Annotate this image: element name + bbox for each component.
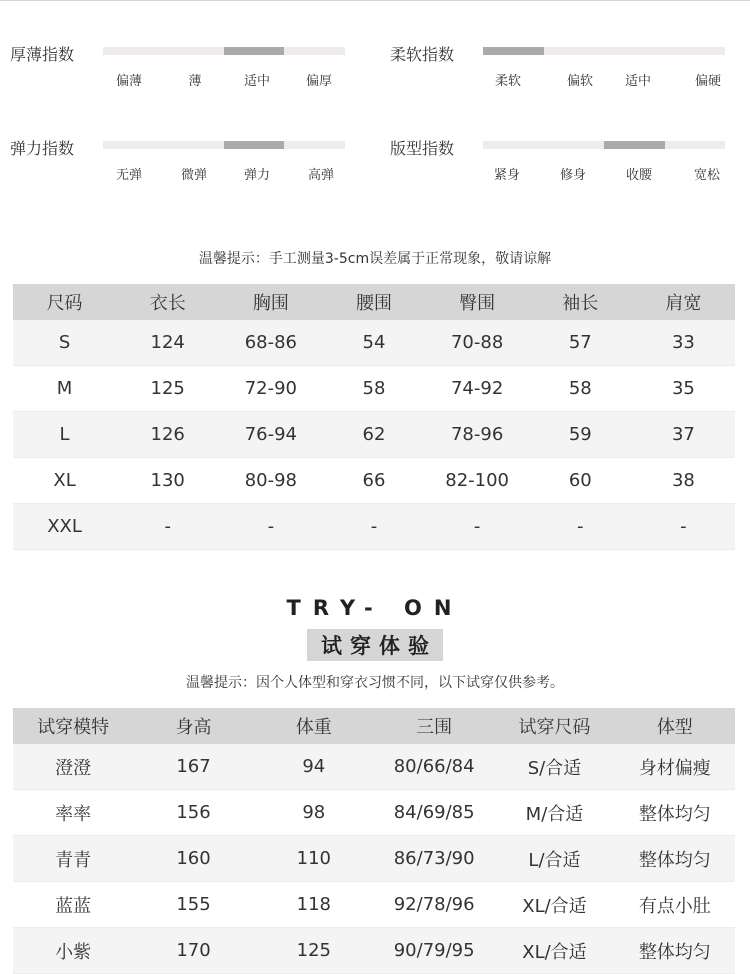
tryon-title-en: TRY- ON	[286, 596, 464, 620]
level-label: 高弹	[307, 168, 335, 183]
column-header: 臀围	[426, 284, 529, 320]
index-title: 厚薄指数	[10, 45, 75, 64]
table-cell: 整体均匀	[615, 928, 735, 974]
table-cell: 58	[322, 366, 425, 412]
index-selected-segment	[224, 141, 284, 149]
table-cell: S/合适	[494, 744, 614, 790]
table-cell: L/合适	[494, 836, 614, 882]
table-cell: 37	[632, 412, 735, 458]
table-cell: XXL	[13, 504, 116, 550]
column-header: 肩宽	[632, 284, 735, 320]
table-row	[13, 928, 735, 974]
table-cell: -	[219, 504, 322, 550]
level-label: 无弹	[115, 168, 143, 183]
column-header: 胸围	[219, 284, 322, 320]
table-cell: 有点小肚	[615, 882, 735, 928]
column-header: 衣长	[116, 284, 219, 320]
table-cell: 126	[116, 412, 219, 458]
level-label: 宽松	[693, 168, 721, 183]
table-cell: 小紫	[13, 928, 133, 974]
level-label: 微弹	[180, 168, 208, 183]
table-cell: 80-98	[219, 458, 322, 504]
softness-index	[390, 42, 750, 112]
table-cell: -	[529, 504, 632, 550]
table-cell: 身材偏瘦	[615, 744, 735, 790]
elasticity-index	[10, 136, 370, 206]
table-cell: 125	[254, 928, 374, 974]
level-label: 紧身	[493, 168, 521, 183]
column-header: 腰围	[322, 284, 425, 320]
table-cell: 率率	[13, 790, 133, 836]
table-row	[13, 790, 735, 836]
table-cell: 青青	[13, 836, 133, 882]
table-cell: 58	[529, 366, 632, 412]
table-cell: -	[426, 504, 529, 550]
level-label: 偏硬	[694, 74, 722, 89]
table-cell: 84/69/85	[374, 790, 494, 836]
level-label: 适中	[243, 74, 271, 89]
fit-index	[390, 136, 750, 206]
level-label: 薄	[188, 74, 202, 89]
level-label: 柔软	[494, 74, 522, 89]
level-label: 适中	[624, 74, 652, 89]
level-label: 收腰	[625, 168, 653, 183]
table-cell: 70-88	[426, 320, 529, 366]
column-header: 身高	[133, 708, 253, 744]
index-track	[103, 141, 345, 149]
top-divider	[0, 0, 750, 1]
column-header: 体型	[615, 708, 735, 744]
table-cell: 90/79/95	[374, 928, 494, 974]
size-note: 温馨提示：手工测量3-5cm误差属于正常现象，敬请谅解	[198, 251, 552, 267]
table-cell: -	[322, 504, 425, 550]
table-cell: 82-100	[426, 458, 529, 504]
table-cell: 156	[133, 790, 253, 836]
index-track	[103, 47, 345, 55]
thickness-index	[10, 42, 370, 112]
table-row	[13, 744, 735, 790]
table-cell: 86/73/90	[374, 836, 494, 882]
level-label: 弹力	[243, 168, 271, 183]
tryon-title-cn: 试穿体验	[307, 629, 443, 661]
table-cell: -	[116, 504, 219, 550]
table-cell: 92/78/96	[374, 882, 494, 928]
column-header: 袖长	[529, 284, 632, 320]
table-cell: 125	[116, 366, 219, 412]
table-cell: XL/合适	[494, 928, 614, 974]
table-cell: 80/66/84	[374, 744, 494, 790]
table-cell: 76-94	[219, 412, 322, 458]
table-row	[13, 836, 735, 882]
table-cell: 澄澄	[13, 744, 133, 790]
table-cell: 60	[529, 458, 632, 504]
tryon-table	[13, 708, 735, 974]
table-cell: 68-86	[219, 320, 322, 366]
table-row	[13, 504, 735, 550]
tryon-title-cn-wrap	[0, 629, 750, 661]
column-header: 尺码	[13, 284, 116, 320]
column-header: 体重	[254, 708, 374, 744]
table-cell: 110	[254, 836, 374, 882]
index-title: 版型指数	[390, 139, 455, 158]
table-cell: 66	[322, 458, 425, 504]
table-cell: 62	[322, 412, 425, 458]
table-cell: M	[13, 366, 116, 412]
table-header-row	[13, 708, 735, 744]
table-cell: 98	[254, 790, 374, 836]
table-row	[13, 458, 735, 504]
column-header: 试穿尺码	[494, 708, 614, 744]
column-header: 三围	[374, 708, 494, 744]
table-cell: 38	[632, 458, 735, 504]
index-title: 柔软指数	[390, 45, 455, 64]
table-row	[13, 412, 735, 458]
level-label: 偏薄	[115, 74, 143, 89]
index-track	[483, 47, 725, 55]
table-cell: L	[13, 412, 116, 458]
index-selected-segment	[224, 47, 284, 55]
table-row	[13, 882, 735, 928]
table-cell: XL	[13, 458, 116, 504]
table-cell: 155	[133, 882, 253, 928]
table-cell: 160	[133, 836, 253, 882]
size-table	[13, 284, 735, 550]
table-cell: 130	[116, 458, 219, 504]
table-cell: 35	[632, 366, 735, 412]
index-selected-segment	[483, 47, 544, 55]
table-row	[13, 366, 735, 412]
level-label: 修身	[559, 168, 587, 183]
table-cell: 整体均匀	[615, 790, 735, 836]
table-cell: M/合适	[494, 790, 614, 836]
table-cell: 94	[254, 744, 374, 790]
column-header: 试穿模特	[13, 708, 133, 744]
table-cell: 59	[529, 412, 632, 458]
table-cell: 78-96	[426, 412, 529, 458]
table-cell: 170	[133, 928, 253, 974]
level-label: 偏软	[566, 74, 594, 89]
table-cell: XL/合适	[494, 882, 614, 928]
index-track	[483, 141, 725, 149]
level-label: 偏厚	[305, 74, 333, 89]
table-cell: 整体均匀	[615, 836, 735, 882]
table-cell: 74-92	[426, 366, 529, 412]
table-cell: 118	[254, 882, 374, 928]
table-cell: 蓝蓝	[13, 882, 133, 928]
table-row	[13, 320, 735, 366]
table-cell: 124	[116, 320, 219, 366]
tryon-note: 温馨提示：因个人体型和穿衣习惯不同，以下试穿仅供参考。	[186, 675, 564, 691]
table-cell: 57	[529, 320, 632, 366]
index-selected-segment	[604, 141, 665, 149]
table-cell: 72-90	[219, 366, 322, 412]
index-title: 弹力指数	[10, 139, 75, 158]
table-cell: 167	[133, 744, 253, 790]
table-cell: 33	[632, 320, 735, 366]
table-header-row	[13, 284, 735, 320]
table-cell: -	[632, 504, 735, 550]
table-cell: 54	[322, 320, 425, 366]
table-cell: S	[13, 320, 116, 366]
